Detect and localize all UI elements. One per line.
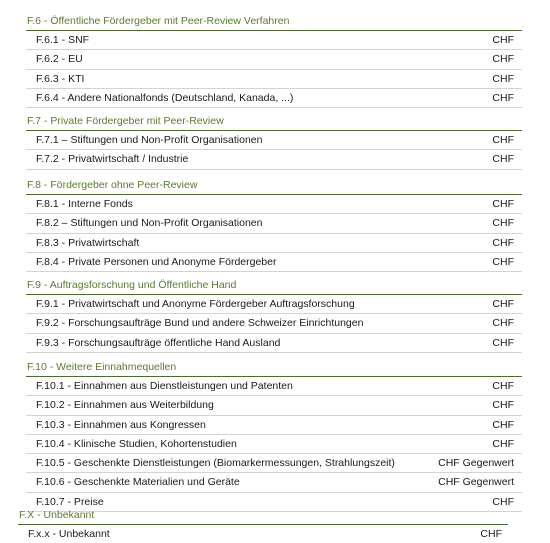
row-label: F.6.1 - SNF [36, 34, 90, 46]
table-row [26, 131, 522, 150]
table-row [26, 214, 522, 233]
row-label: F.x.x - Unbekannt [28, 528, 110, 540]
table-row [26, 195, 522, 214]
table-row [26, 31, 522, 50]
section-title: F.10 - Weitere Einnahmequellen [27, 361, 177, 373]
table-row [26, 416, 522, 435]
table-row [26, 89, 522, 108]
row-label: F.6.3 - KTI [36, 72, 85, 85]
row-label: F.10.5 - Geschenkte Dienstleistungen (Biomarkermessungen, Strahlungszeit) [36, 457, 395, 470]
table-row [26, 396, 522, 415]
section-f6 [26, 14, 522, 108]
row-currency: CHF [492, 198, 514, 210]
table-row [26, 435, 522, 454]
row-currency: CHF [492, 34, 514, 46]
table-row [26, 253, 522, 272]
row-label: F.8.3 - Privatwirtschaft [36, 236, 140, 249]
row-currency: CHF [492, 153, 514, 166]
row-currency: CHF Gegenwert [438, 476, 514, 489]
row-label: F.8.4 - Private Personen und Anonyme Fördergeber [36, 255, 277, 268]
section-title: F.9 - Auftragsforschung und Öffentliche Hand [27, 279, 237, 291]
row-currency: CHF Gegenwert [438, 457, 514, 470]
section-title: F.7 - Private Fördergeber mit Peer-Review [27, 115, 224, 127]
table-row [26, 377, 522, 396]
section-f9 [26, 278, 522, 353]
table-row [26, 454, 522, 473]
row-currency: CHF [492, 91, 514, 104]
row-currency: CHF [492, 418, 514, 431]
row-currency: CHF [492, 217, 514, 230]
row-label: F.6.4 - Andere Nationalfonds (Deutschland, Kanada, ...) [36, 91, 294, 104]
section-f10 [26, 360, 522, 512]
table-row [26, 473, 522, 492]
row-label: F.10.7 - Preise [36, 495, 104, 508]
table-row [26, 150, 522, 169]
table-row [26, 50, 522, 69]
table-row [18, 525, 508, 543]
row-currency: CHF [492, 399, 514, 412]
row-currency: CHF [480, 528, 502, 540]
row-currency: CHF [492, 298, 514, 310]
section-title: F.6 - Öffentliche Fördergeber mit Peer-Review Verfahren [27, 15, 290, 27]
table-row [26, 70, 522, 89]
row-label: F.9.2 - Forschungsaufträge Bund und andere Schweizer Einrichtungen [36, 317, 364, 330]
row-label: F.6.2 - EU [36, 53, 83, 66]
row-label: F.9.1 - Privatwirtschaft und Anonyme Fördergeber Auftragsforschung [36, 298, 355, 310]
row-currency: CHF [492, 236, 514, 249]
section-f7 [26, 114, 522, 170]
row-label: F.10.1 - Einnahmen aus Dienstleistungen und Patenten [36, 380, 293, 392]
row-currency: CHF [492, 134, 514, 146]
row-label: F.10.6 - Geschenkte Materialien und Geräte [36, 476, 240, 489]
row-label: F.10.2 - Einnahmen aus Weiterbildung [36, 399, 214, 412]
table-row [26, 314, 522, 333]
row-currency: CHF [492, 317, 514, 330]
row-label: F.10.3 - Einnahmen aus Kongressen [36, 418, 206, 431]
row-currency: CHF [492, 437, 514, 450]
row-label: F.10.4 - Klinische Studien, Kohortenstudien [36, 437, 237, 450]
table-row [26, 234, 522, 253]
table-row [26, 334, 522, 353]
row-label: F.7.1 – Stiftungen und Non-Profit Organisationen [36, 134, 263, 146]
row-label: F.8.2 – Stiftungen und Non-Profit Organisationen [36, 217, 263, 230]
row-currency: CHF [492, 336, 514, 349]
section-title: F.8 - Fördergeber ohne Peer-Review [27, 179, 198, 191]
section-f8 [26, 178, 522, 272]
row-label: F.7.2 - Privatwirtschaft / Industrie [36, 153, 189, 166]
table-row [26, 295, 522, 314]
row-label: F.8.1 - Interne Fonds [36, 198, 133, 210]
row-currency: CHF [492, 380, 514, 392]
row-label: F.9.3 - Forschungsaufträge öffentliche Hand Ausland [36, 336, 281, 349]
row-currency: CHF [492, 72, 514, 85]
row-currency: CHF [492, 53, 514, 66]
section-fx [18, 508, 508, 543]
row-currency: CHF [492, 495, 514, 508]
section-title: F.X - Unbekannt [19, 509, 95, 521]
row-currency: CHF [492, 255, 514, 268]
